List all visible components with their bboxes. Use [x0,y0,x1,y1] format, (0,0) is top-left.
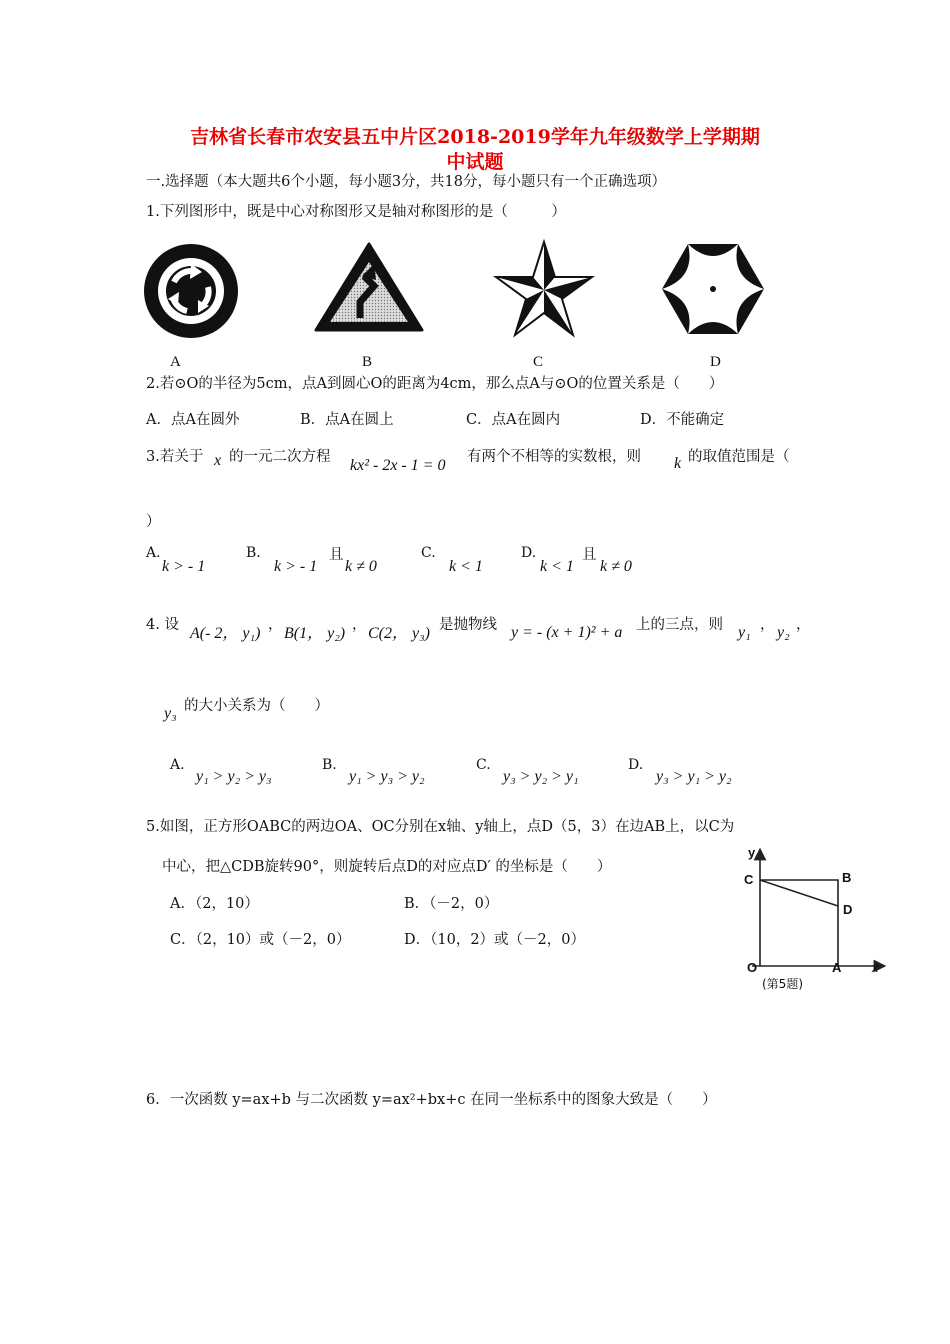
question-3-var-k: k [674,455,682,472]
question-1-stem: 1.下列图形中，既是中心对称图形又是轴对称图形的是（ ） [146,204,566,220]
roundabout-sign-figure [142,242,240,340]
question-3-stem-b: 的一元二次方程 [229,449,331,465]
square-coordinate-figure [738,844,888,994]
figure-5-caption: (第5题) [762,977,803,991]
question-3-option-d2: k ≠ 0 [600,558,632,575]
question-5-option-c: C．（2，10）或（－2，0） [170,932,351,948]
question-3-option-a-label: A. [146,545,161,561]
question-5-option-b: B．（－2，0） [404,896,499,912]
question-4-comma-2: ， [796,617,811,633]
question-3-option-a: k > - 1 [162,558,206,575]
question-3-option-b2: k ≠ 0 [345,558,377,575]
figure-label-b: B [362,354,373,370]
question-4-stem-a: 4. 设 [146,617,179,633]
figure-5-label-y: y [748,845,756,860]
question-4-point-b: B(1， y₂) [284,625,346,642]
question-3-var-x: x [214,452,222,469]
question-3-option-d-label: D. [521,545,537,561]
question-4-option-d-label: D. [628,757,644,773]
question-3-stem-c: 有两个不相等的实数根，则 [467,449,641,465]
section-heading: 一.选择题（本大题共6个小题，每小题3分，共18分，每小题只有一个正确选项） [146,174,667,190]
question-4-point-c: C(2， y₃) [368,625,430,642]
question-5-option-a: A．（2，10） [170,896,259,912]
figure-5-label-a: A [832,960,842,975]
figure-label-c: C [533,354,544,370]
figure-5-label-d: D [843,902,853,917]
question-5-option-d: D．（10，2）或（－2，0） [404,932,586,948]
question-5-stem-1: 5.如图，正方形OABC的两边OA、OC分别在x轴、y轴上，点D（5，3）在边AB上，以C为 [146,819,735,835]
question-6-stem: 6．一次函数 y=ax+b 与二次函数 y=ax²+bx+c 在同一坐标系中的图象大致是（ ） [146,1092,717,1108]
question-2-option-a: A．点A在圆外 [146,412,240,428]
question-2-stem: 2.若⊙O的半径为5cm，点A到圆心O的距离为4cm，那么点A与⊙O的位置关系是（ ） [146,376,724,392]
question-4-sep-2: ， [352,617,367,633]
question-4-option-b-label: B. [322,757,337,773]
question-3-option-b-and: 且 [329,547,344,563]
question-3-option-c: k < 1 [449,558,483,575]
question-5-stem-2: 中心，把△CDB旋转90°，则旋转后点D的对应点D′ 的坐标是（ ） [162,859,612,875]
question-4-y3: y₃ [164,705,177,722]
star-figure [493,240,595,340]
question-3-option-d1: k < 1 [540,558,574,575]
question-4-point-a: A(- 2， y₁) [190,625,261,642]
figure-5-label-b: B [842,870,852,885]
question-3-option-c-label: C. [421,545,436,561]
figure-5-label-x: x [872,960,879,975]
question-4-option-a-label: A. [170,757,185,773]
question-3-stem-end: ） [146,514,161,530]
question-4-stem-c: 上的三点，则 [636,617,723,633]
curve-warning-sign-figure [314,242,424,334]
question-3-option-d-and: 且 [582,547,597,563]
question-4-sep-1: ， [268,617,283,633]
question-3-stem-a: 3.若关于 [146,449,204,465]
figure-5-label-c: C [744,872,754,887]
question-3-stem-d: 的取值范围是（ [688,449,790,465]
question-4-y2: y₂ [777,624,790,641]
question-4-stem-d: 的大小关系为（ ） [184,698,329,714]
document-title-line1: 吉林省长春市农安县五中片区2018-2019学年九年级数学上学期期 [190,126,760,148]
question-3-option-b1: k > - 1 [274,558,318,575]
question-4-comma-1: ， [760,617,775,633]
hexagon-arc-figure [660,242,766,336]
question-4-stem-b: 是抛物线 [439,617,497,633]
question-4-option-c: y₃ > y₂ > y₁ [503,768,579,785]
question-2-option-d: D．不能确定 [640,412,725,428]
question-4-option-a: y₁ > y₂ > y₃ [196,768,272,785]
question-4-option-b: y₁ > y₃ > y₂ [349,768,425,785]
question-4-option-c-label: C. [476,757,491,773]
question-4-y1: y₁ [738,624,751,641]
question-3-option-b-label: B. [246,545,261,561]
figure-label-d: D [710,354,721,370]
question-2-option-b: B．点A在圆上 [300,412,394,428]
figure-label-a: A [170,354,181,370]
document-title-line2: 中试题 [446,151,504,173]
question-3-equation: kx² - 2x - 1 = 0 [350,457,446,474]
figure-5-label-o: O [747,960,758,975]
question-4-option-d: y₃ > y₁ > y₂ [656,768,732,785]
question-2-option-c: C．点A在圆内 [466,412,561,428]
question-4-equation: y = - (x + 1)² + a [511,624,623,641]
